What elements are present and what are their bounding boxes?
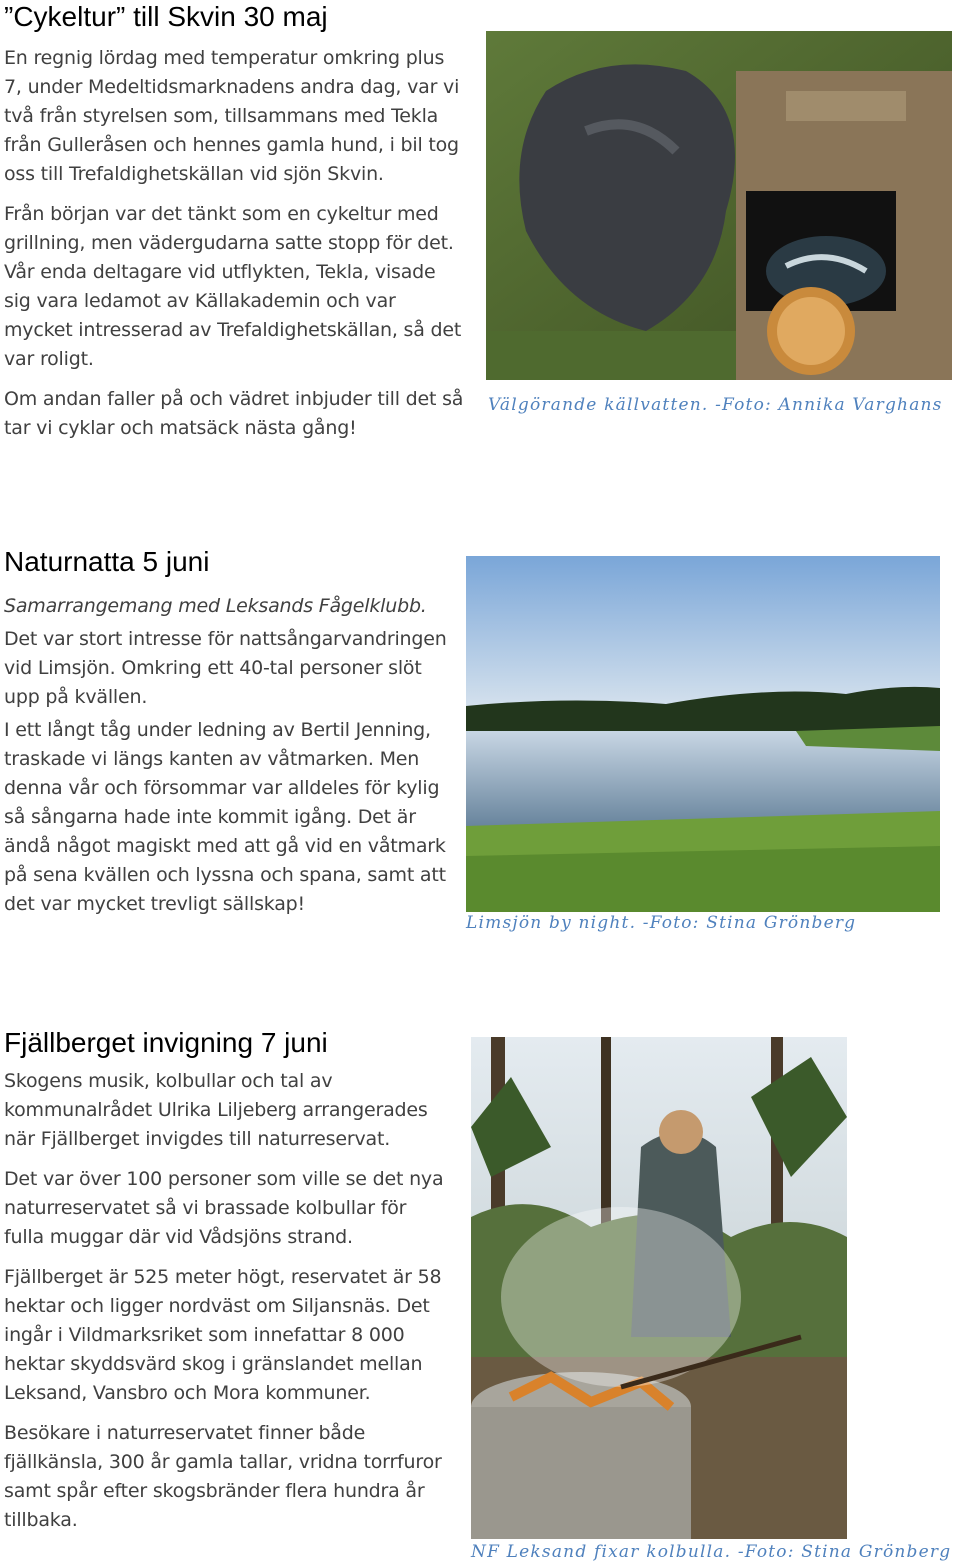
section-naturnatta-text [4,592,460,930]
paragraph: Fjällberget är 525 meter högt, reservatet är 58 hektar och ligger nordväst om Siljansnäs. Det ingår i Vildmarksriket som innefattar 8 000 hektar skyddsvärd skog i gränslandet mellan Leksand, Vansbro och Mora kommuner. [4,1266,442,1404]
paragraph: Det var över 100 personer som ville se det nya naturreservatet så vi brassade kolbullar för fulla muggar där vid Vådsjöns strand. [4,1168,444,1248]
paragraph: I ett långt tåg under ledning av Bertil Jenning, traskade vi längs kanten av våtmarken. Men denna vår och försommar var alldeles för kylig så sångarna hade inte kommit igång. Det är ändå något magiskt med att gå vid en våtmark på sena kvällen och lyssna och spana, samt att det var mycket trevligt sällskap! [4,719,446,915]
photo-caption: Limsjön by night. -Foto: Stina Grönberg [466,913,857,933]
section-fjallberget [4,1026,328,1060]
paragraph: Besökare i naturreservatet finner både fjällkänsla, 300 år gamla tallar, vridna torrfuror samt spår efter skogsbränder flera hundra år tillbaka. [4,1422,442,1531]
paragraph: Om andan faller på och vädret inbjuder till det så tar vi cyklar och matsäck nästa gång! [4,388,464,439]
section-cykeltur-text [4,44,466,454]
lake-photo [466,556,940,912]
section-naturnatta [4,545,209,579]
section-subtitle: Samarrangemang med Leksands Fågelklubb. [4,595,427,617]
section-title: Naturnatta 5 juni [4,546,210,577]
section-title: Fjällberget invigning 7 juni [4,1027,328,1058]
photo-caption: Välgörande källvatten. -Foto: Annika Varghans [488,395,943,415]
paragraph: Från början var det tänkt som en cykeltur med grillning, men vädergudarna satte stopp för det. Vår enda deltagare vid utflykten, Tekla, visade sig vara ledamot av Källakademin och var mycket intresserad av Trefaldighetskällan, så det var roligt. [4,203,462,370]
section-fjallberget-text [4,1067,452,1546]
paragraph: Skogens musik, kolbullar och tal av kommunalrådet Ulrika Liljeberg arrangerades när Fjällberget invigdes till naturreservat. [4,1070,428,1150]
spring-well-photo [486,31,952,380]
section-cykeltur [4,0,328,34]
paragraph: En regnig lördag med temperatur omkring plus 7, under Medeltidsmarknadens andra dag, var vi två från styrelsen som, tillsammans med Tekla från Gulleråsen och hennes gamla hund, i bil tog oss till Trefaldighetskällan vid sjön Skvin. [4,47,460,185]
photo-caption: NF Leksand fixar kolbulla. -Foto: Stina Grönberg [471,1542,952,1562]
campfire-photo [471,1037,847,1539]
paragraph: Det var stort intresse för nattsångarvandringen vid Limsjön. Omkring ett 40-tal personer slöt upp på kvällen. [4,628,447,708]
section-title: ”Cykeltur” till Skvin 30 maj [4,1,328,32]
